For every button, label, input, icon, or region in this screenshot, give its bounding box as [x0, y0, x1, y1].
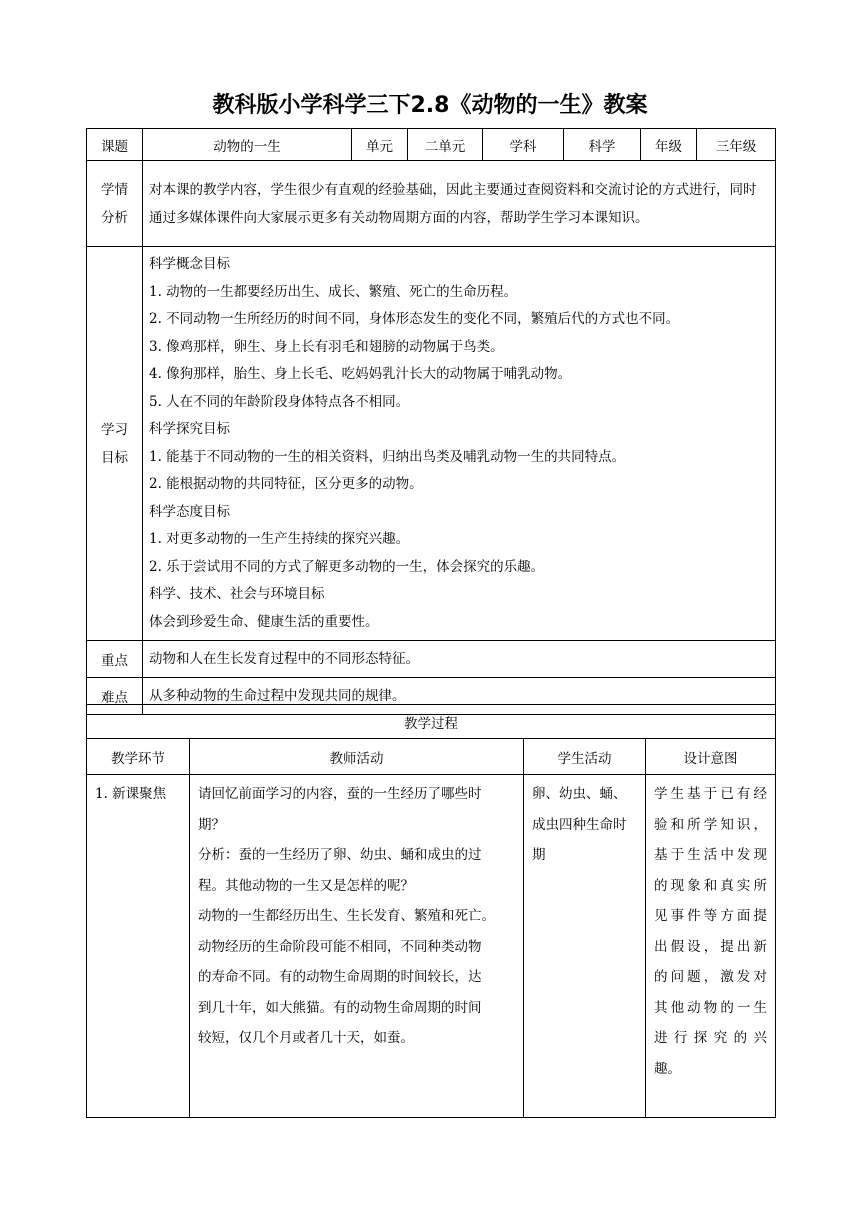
intent-line: 进行探究的兴	[654, 1030, 767, 1046]
process-row	[87, 775, 776, 1118]
teacher-line: 的寿命不同。有的动物生命周期的时间较长，达	[198, 969, 482, 985]
document-title: 教科版小学科学三下2.8《动物的一生》教案	[212, 93, 648, 118]
student-line: 卵、幼虫、蛹、	[532, 786, 627, 802]
process-title: 教学过程	[87, 705, 776, 739]
teaching-process-table	[86, 704, 776, 1118]
intent-line: 其他动物的一生	[654, 999, 767, 1016]
goal-line: 科学概念目标	[149, 256, 230, 272]
subject-label: 学科	[483, 129, 564, 161]
goal-line: 科学、技术、社会与环境目标	[149, 586, 325, 602]
goal-line: 5. 人在不同的年龄阶段身体特点各不相同。	[149, 393, 410, 410]
goal-line: 4. 像狗那样，胎生、身上长毛、吃妈妈乳汁长大的动物属于哺乳动物。	[149, 366, 572, 382]
goals-label	[87, 247, 143, 641]
teacher-line: 动物经历的生命阶段可能不相同，不同种类动物	[198, 938, 482, 955]
intent-line: 的问题，激发对	[654, 969, 767, 985]
intent-line: 学生基于已有经	[654, 786, 767, 802]
intent-line: 见事件等方面提	[654, 908, 767, 924]
topic-value: 动物的一生	[143, 129, 352, 161]
goals-content	[143, 247, 776, 641]
goal-line: 2. 乐于尝试用不同的方式了解更多动物的一生，体会探究的乐趣。	[149, 558, 545, 575]
process-header-row	[87, 739, 776, 775]
lesson-info-table	[86, 128, 776, 715]
goals-label-line2: 目标	[101, 449, 128, 466]
teacher-activity-cell	[190, 775, 524, 1118]
difficult-point-text: 从多种动物的生命过程中发现共同的规律。	[143, 678, 776, 715]
process-title-row	[87, 705, 776, 739]
analysis-row	[87, 161, 776, 247]
teacher-line: 程。其他动物的一生又是怎样的呢？	[198, 877, 414, 894]
student-line: 期	[532, 847, 546, 863]
student-activity-cell	[524, 775, 646, 1118]
unit-label: 单元	[352, 129, 408, 161]
teacher-line: 请回忆前面学习的内容，蚕的一生经历了哪些时	[198, 786, 482, 802]
goal-line: 1. 动物的一生都要经历出生、成长、繁殖、死亡的生命历程。	[149, 283, 518, 300]
topic-label: 课题	[87, 129, 143, 161]
analysis-label	[87, 161, 143, 247]
header-row	[87, 129, 776, 161]
intent-line: 出假设，提出新	[654, 938, 767, 955]
stage-cell: 1. 新课聚焦	[87, 775, 190, 1118]
analysis-text: 对本课的教学内容，学生很少有直观的经验基础，因此主要通过查阅资料和交流讨论的方式进行，同时通过多媒体课件向大家展示更多有关动物周期方面的内容，帮助学生学习本课知识。	[143, 161, 776, 247]
grade-label: 年级	[641, 129, 697, 161]
key-point-label: 重点	[87, 641, 143, 678]
intent-line: 基于生活中发现	[654, 847, 767, 863]
teacher-line: 较短，仅几个月或者几十天，如蚕。	[198, 1030, 414, 1046]
intent-line: 趣。	[654, 1060, 681, 1077]
goal-line: 1. 对更多动物的一生产生持续的探究兴趣。	[149, 531, 410, 547]
goal-line: 体会到珍爱生命、健康生活的重要性。	[149, 613, 379, 630]
goals-label-line1: 学习	[101, 421, 128, 438]
teacher-line: 期？	[198, 816, 225, 833]
header-design-intent: 设计意图	[646, 739, 776, 775]
analysis-label-line1: 学情	[101, 181, 128, 198]
student-line: 成虫四种生命时	[532, 816, 627, 833]
goal-line: 科学探究目标	[149, 421, 230, 437]
goal-line: 1. 能基于不同动物的一生的相关资料，归纳出鸟类及哺乳动物一生的共同特点。	[149, 448, 626, 465]
difficult-point-label: 难点	[87, 678, 143, 715]
header-teacher-activity: 教师活动	[190, 739, 524, 775]
goals-row	[87, 247, 776, 641]
header-student-activity: 学生活动	[524, 739, 646, 775]
design-intent-cell	[646, 775, 776, 1118]
subject-value: 科学	[564, 129, 641, 161]
unit-value: 二单元	[408, 129, 483, 161]
intent-line: 的现象和真实所	[654, 877, 767, 894]
teacher-line: 动物的一生都经历出生、生长发育、繁殖和死亡。	[198, 908, 495, 924]
intent-line: 验和所学知识，	[654, 816, 767, 833]
header-stage: 教学环节	[87, 739, 190, 775]
goal-line: 2. 能根据动物的共同特征，区分更多的动物。	[149, 476, 423, 492]
analysis-label-line2: 分析	[101, 209, 128, 226]
goal-line: 2. 不同动物一生所经历的时间不同，身体形态发生的变化不同，繁殖后代的方式也不同。	[149, 311, 680, 327]
grade-value: 三年级	[697, 129, 776, 161]
goal-line: 3. 像鸡那样，卵生、身上长有羽毛和翅膀的动物属于鸟类。	[149, 338, 504, 355]
goal-line: 科学态度目标	[149, 503, 230, 520]
teacher-line: 到几十年，如大熊猫。有的动物生命周期的时间	[198, 999, 482, 1016]
key-point-text: 动物和人在生长发育过程中的不同形态特征。	[143, 641, 776, 678]
key-point-row	[87, 641, 776, 678]
teacher-line: 分析：蚕的一生经历了卵、幼虫、蛹和成虫的过	[198, 847, 482, 863]
